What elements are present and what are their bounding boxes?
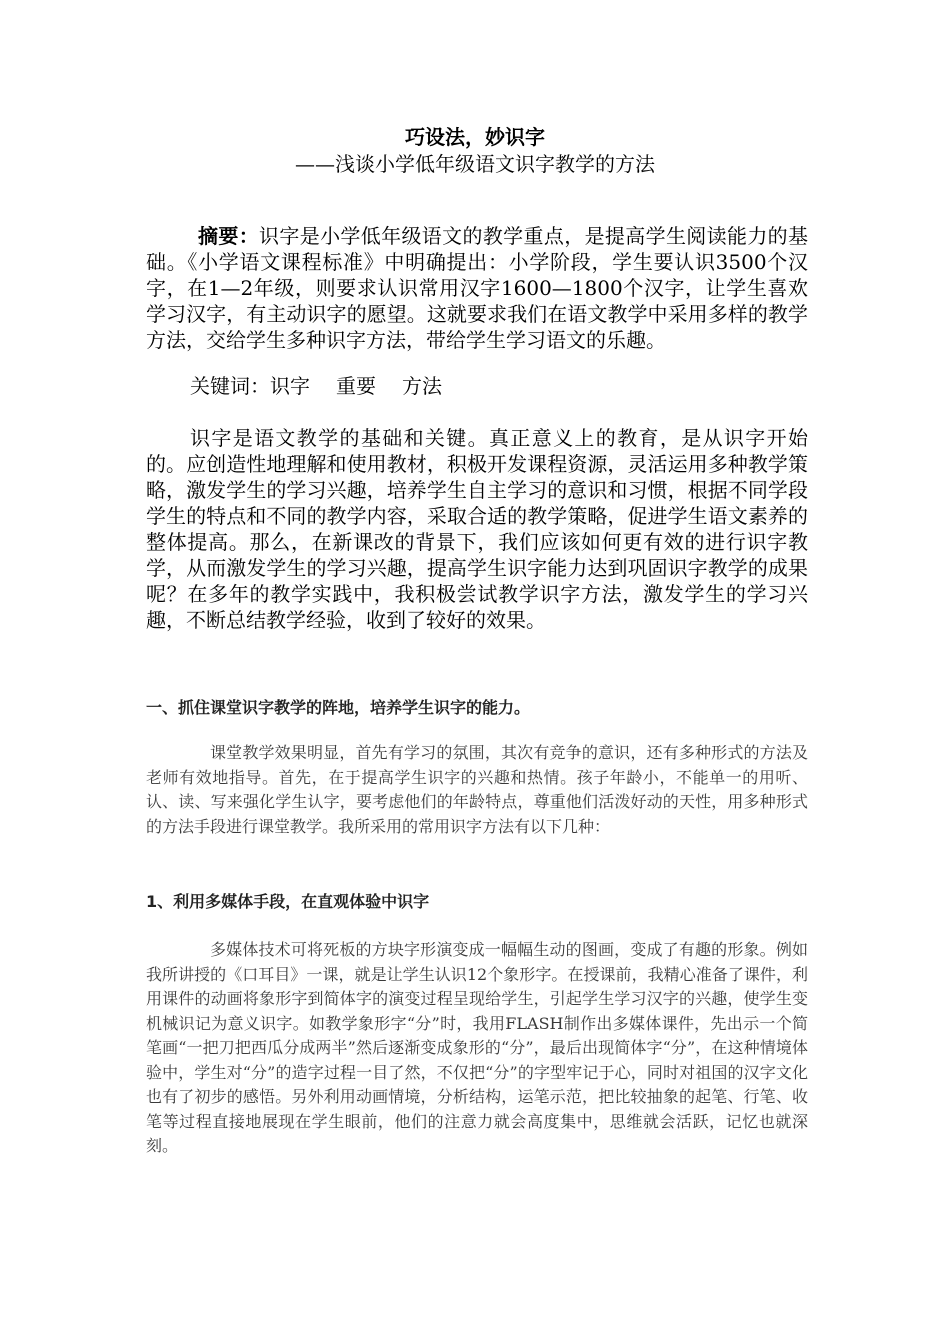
section-heading: 一、抓住课堂识字教学的阵地，培养学生识字的能力。 <box>146 698 531 717</box>
abstract-label: 摘要： <box>198 224 260 248</box>
keyword-item: 识字 <box>270 374 310 398</box>
subsection-paragraph: 多媒体技术可将死板的方块字形演变成一幅幅生动的图画，变成了有趣的形象。例如我所讲授的《口耳目》一课，就是让学生认识12个象形字。在授课前，我精心准备了课件，利用课件的动画将象形字到简体字的演变过程呈现给学生，引起学生学习汉字的兴趣，使学生变机械识记为意义识字。如教学象形字“分”时，我用FLASH制作出多媒体课件，先出示一个简笔画“一把刀把西瓜分成两半”然后逐渐变成象形的“分”，最后出现简体字“分”，在这种情境体验中，学生对“分”的造字过程一目了然，不仅把“分”的字型牢记于心，同时对祖国的汉字文化也有了初步的感悟。另外利用动画情境，分析结构，运笔示范，把比较抽象的起笔、行笔、收笔等过程直接地展现在学生眼前，他们的注意力就会高度集中，思维就会活跃，记忆也就深刻。 <box>146 940 808 1155</box>
document-subtitle: ——浅谈小学低年级语文识字教学的方法 <box>295 152 655 176</box>
subsection-heading: 1、利用多媒体手段，在直观体验中识字 <box>146 892 430 911</box>
section-paragraph: 课堂教学效果明显，首先有学习的氛围，其次有竞争的意识，还有多种形式的方法及老师有效地指导。首先，在于提高学生识字的兴趣和热情。孩子年龄小，不能单一的用听、认、读、写来强化学生认字，要考虑他们的年龄特点，尊重他们活泼好动的天性，用多种形式的方法手段进行课堂教学。我所采用的常用识字方法有以下几种： <box>146 743 808 836</box>
keywords-line <box>190 373 810 399</box>
keywords-label: 关键词： <box>190 374 270 398</box>
keyword-item: 方法 <box>402 374 442 398</box>
abstract-paragraph <box>146 223 808 353</box>
document-title: 巧设法，妙识字 <box>405 125 545 149</box>
abstract-text: 识字是小学低年级语文的教学重点，是提高学生阅读能力的基础。《小学语文课程标准》中明确提出：小学阶段，学生要认识3500个汉字，在1—2年级，则要求认识常用汉字1600—1800个汉字，让学生喜欢学习汉字，有主动识字的愿望。这就要求我们在语文教学中采用多样的教学方法，交给学生多种识字方法，带给学生学习语文的乐趣。 <box>146 224 809 352</box>
intro-paragraph: 识字是语文教学的基础和关键。真正意义上的教育，是从识字开始的。应创造性地理解和使用教材，积极开发课程资源，灵活运用多种教学策略，激发学生的学习兴趣，培养学生自主学习的意识和习惯，根据不同学段学生的特点和不同的教学内容，采取合适的教学策略，促进学生语文素养的整体提高。那么，在新课改的背景下，我们应该如何更有效的进行识字教学，从而激发学生的学习兴趣，提高学生识字能力达到巩固识字教学的成果呢？在多年的教学实践中，我积极尝试教学识字方法，激发学生的学习兴趣，不断总结教学经验，收到了较好的效果。 <box>146 426 808 632</box>
keyword-item: 重要 <box>336 374 376 398</box>
